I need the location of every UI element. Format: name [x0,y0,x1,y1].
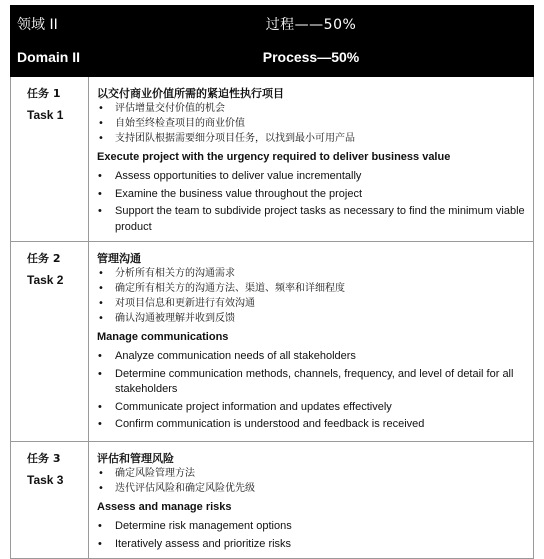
list-item: • Determine risk management options [97,519,527,535]
bullet: • [98,283,104,294]
bullet: • [98,170,102,182]
process-cell [89,6,534,77]
list-item: • Analyze communication needs of all stakeholders [97,349,527,365]
task-body-cell [89,442,534,559]
bullet: • [98,367,102,380]
task-label-en: Task 1 [27,108,64,122]
bullet: • [98,103,104,114]
task-title-zh: 评估和管理风险 [97,452,174,465]
domain-cell [11,6,89,77]
bullet: • [98,400,102,413]
list-item: • 确定风险管理方法 [98,468,195,479]
list-item: • 确认沟通被理解并收到反馈 [98,313,235,324]
list-item: • Support the team to subdivide project tasks as necessary to find the minimum viable product [98,205,525,233]
task-items-zh [97,266,527,326]
task-title-en: Manage communications [97,331,229,343]
bullet: • [98,468,104,479]
task-label-zh: 任务 3 [27,452,61,465]
task-items-en [97,519,527,552]
bullet: • [98,133,104,144]
task-label-en: Task 2 [27,273,64,287]
list-item: • Determine communication methods, channels, frequency, and level of detail for all stakeholders [98,367,514,395]
domain-title-en: Domain II [17,49,81,65]
list-item: • Assess opportunities to deliver value incrementally [97,169,527,185]
list-item: • 支持团队根据需要细分项目任务，以找到最小可用产品 [98,133,355,144]
task-label-cell [11,442,89,559]
task-body-cell [89,242,534,442]
task-label-cell [11,77,89,242]
bullet: • [98,205,102,217]
process-title-en: Process—50% [262,49,360,65]
bullet: • [98,118,104,129]
task-title-zh: 管理沟通 [97,252,141,265]
list-item: • Iteratively assess and prioritize risks [97,537,527,553]
task-items-en [97,349,527,433]
task-body-cell [89,77,534,242]
list-item: • Communicate project information and updates effectively [97,400,527,416]
task-title-en: Execute project with the urgency required to deliver business value [97,151,451,163]
list-item: • 对项目信息和更新进行有效沟通 [98,298,255,309]
bullet: • [98,520,102,532]
bullet: • [98,268,104,279]
task-row [11,242,534,442]
bullet: • [98,298,104,309]
list-item: • 自始至终检查项目的商业价值 [98,118,245,129]
domain-title-zh: 领域 II [17,17,58,33]
header-row [11,6,534,77]
process-title-zh: 过程——50% [265,17,357,33]
task-title-zh: 以交付商业价值所需的紧迫性执行项目 [97,87,284,100]
list-item: • Examine the business value throughout the project [97,187,527,203]
task-items-en [97,169,527,235]
task-row [11,442,534,559]
list-item: • 评估增量交付价值的机会 [98,103,225,114]
task-items-zh [97,101,527,146]
task-label-cell [11,242,89,442]
task-items-zh [97,466,527,496]
bullet: • [98,418,102,430]
bullet: • [98,537,102,550]
list-item: • 确定所有相关方的沟通方法、渠道、频率和详细程度 [98,283,345,294]
bullet: • [98,313,104,324]
task-row [11,77,534,242]
list-item: • Confirm communication is understood and feedback is received [97,417,527,433]
list-item: • 迭代评估风险和确定风险优先级 [98,483,255,494]
list-item: • 分析所有相关方的沟通需求 [98,268,235,279]
bullet: • [98,187,102,200]
task-label-zh: 任务 1 [27,87,61,100]
task-label-en: Task 3 [27,473,64,487]
task-title-en: Assess and manage risks [97,501,232,513]
domain-outline-table [10,5,534,559]
bullet: • [98,483,104,494]
task-label-zh: 任务 2 [27,252,61,265]
bullet: • [98,350,102,362]
